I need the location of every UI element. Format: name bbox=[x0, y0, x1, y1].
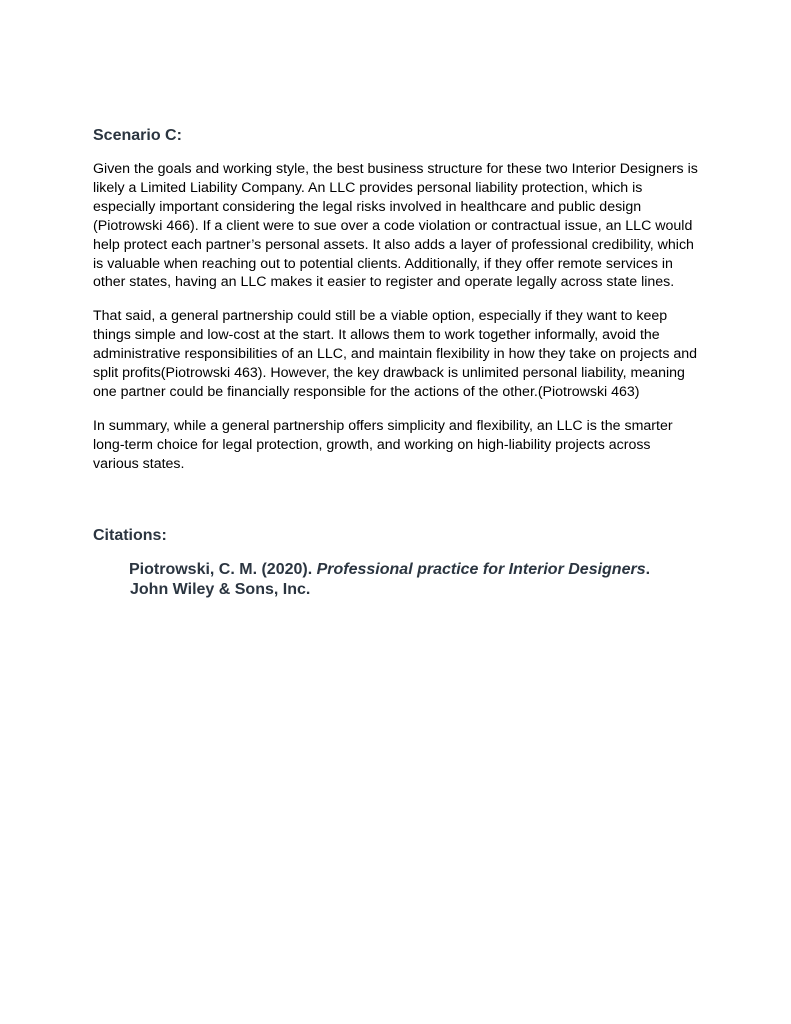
citations-heading: Citations: bbox=[93, 526, 167, 544]
citation-author-year: Piotrowski, C. M. (2020). bbox=[129, 560, 317, 578]
document-page bbox=[93, 126, 699, 600]
citation-publisher: . John Wiley & Sons, Inc. bbox=[130, 560, 651, 598]
body-paragraph-llc-recommendation: Given the goals and working style, the best business structure for these two Interior Designers is likely a Limited Liability Company. An LLC provides personal liability protection, which is especially important considering the legal risks involved in healthcare and public design (Piotrowski 466). If a client were to sue over a code violation or contractual issue, an LLC would help protect each partner’s personal assets. It also adds a layer of professional credibility, which is valuable when reaching out to potential clients. Additionally, if they offer remote services in other states, having an LLC makes it easier to register and operate legally across state lines. bbox=[93, 161, 698, 291]
body-paragraph-summary: In summary, while a general partnership offers simplicity and flexibility, an LLC is the smarter long-term choice for legal protection, growth, and working on high-liability projects across various states. bbox=[93, 417, 673, 472]
citation-title: Professional practice for Interior Designers bbox=[316, 560, 646, 578]
scenario-heading: Scenario C: bbox=[93, 127, 182, 144]
citation-entry bbox=[129, 560, 690, 600]
body-paragraph-general-partnership: That said, a general partnership could still be a viable option, especially if they want to keep things simple and low-cost at the start. It allows them to work together informally, avoid the administrative responsibilities of an LLC, and maintain flexibility in how they take on projects and split profits(Piotrowski 463). However, the key drawback is unlimited personal liability, meaning one partner could be financially responsible for the actions of the other.(Piotrowski 463) bbox=[93, 308, 698, 400]
